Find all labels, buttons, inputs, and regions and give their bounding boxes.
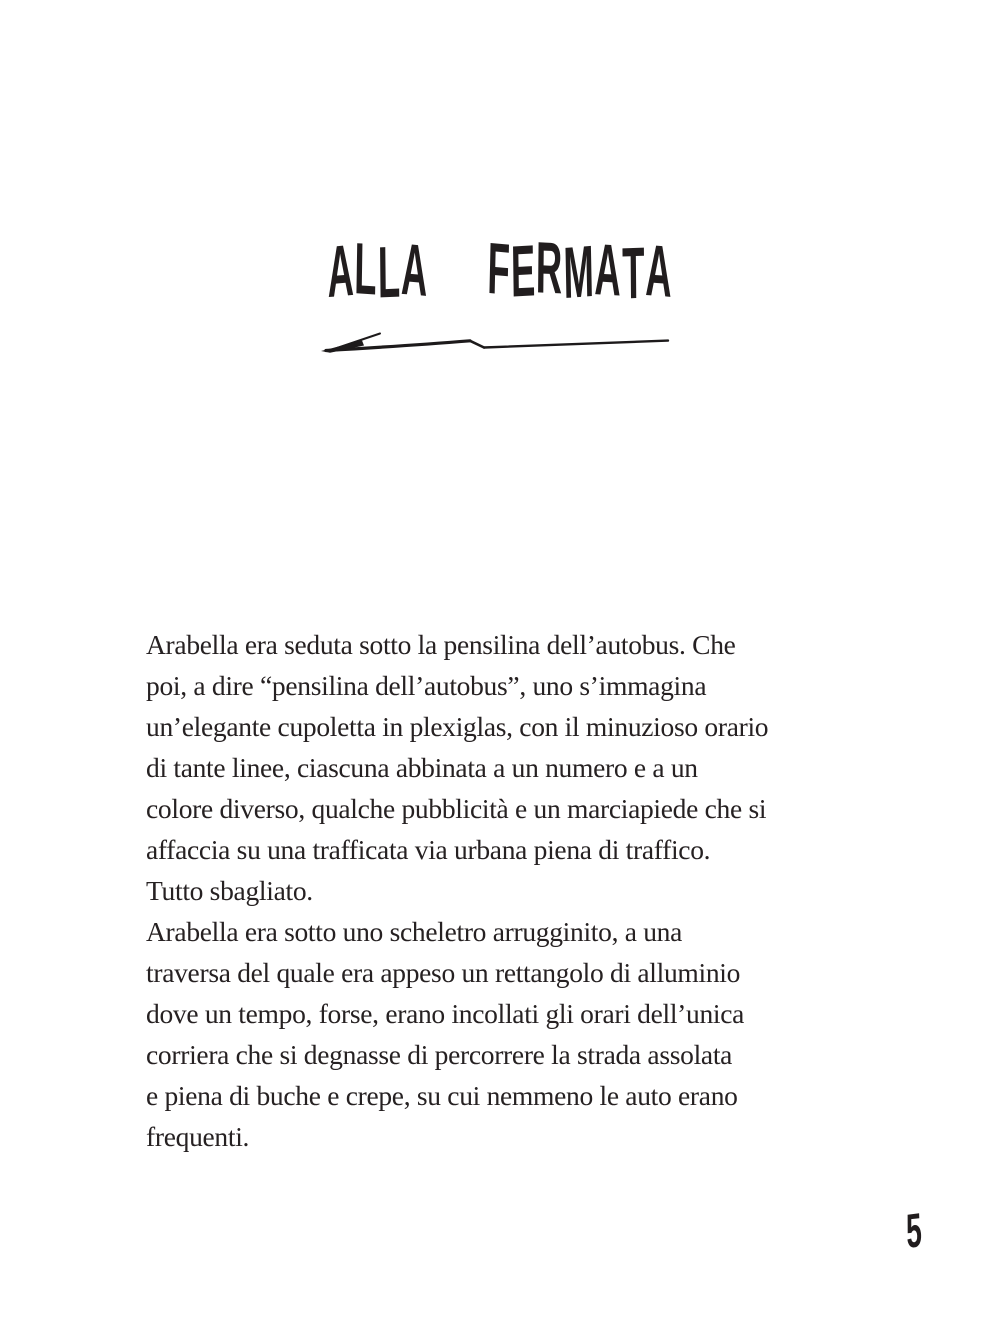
body-text-line: poi, a dire “pensilina dell’autobus”, uno s’immagina <box>146 670 707 701</box>
hand-letter: E <box>510 229 537 313</box>
hand-letter <box>428 235 487 308</box>
hand-letter: F <box>486 227 512 311</box>
body-text-line: dove un tempo, forse, erano incollati gli orari dell’unica <box>146 998 745 1029</box>
body-text-line: Arabella era sotto uno scheletro arrugginito, a una <box>146 916 683 947</box>
body-text-line: traversa del quale era appeso un rettangolo di alluminio <box>146 957 741 988</box>
chapter-title <box>240 226 760 315</box>
body-text-line: di tante linee, ciascuna abbinata a un numero e a un <box>146 752 698 783</box>
hand-letter: T <box>621 232 646 315</box>
body-text <box>146 624 906 1157</box>
hand-letter: R <box>535 226 564 310</box>
hand-letter: L <box>354 227 379 311</box>
body-text-line: Arabella era seduta sotto la pensilina dell’autobus. Che <box>146 629 736 660</box>
body-text-line: frequenti. <box>146 1121 250 1152</box>
hand-letter: A <box>326 229 356 313</box>
hand-letter: A <box>400 228 430 312</box>
body-text-line: e piena di buche e crepe, su cui nemmeno le auto erano <box>146 1080 738 1111</box>
body-text-line: un’elegante cupoletta in plexiglas, con il minuzioso orario <box>146 711 769 742</box>
hand-letter: A <box>644 229 674 313</box>
body-text-line: colore diverso, qualche pubblicità e un marciapiede che si <box>146 793 767 824</box>
hand-letter: A <box>594 228 623 312</box>
body-text-line: affaccia su una trafficata via urbana piena di traffico. <box>146 834 711 865</box>
page-number: 5 <box>905 1204 923 1259</box>
hand-letter: M <box>562 230 596 314</box>
body-text-line: corriera che si degnasse di percorrere la strada assolata <box>146 1039 733 1070</box>
title-underline-arrow-icon <box>318 327 670 357</box>
hand-letter: L <box>377 231 402 314</box>
body-text-line: Tutto sbagliato. <box>146 875 313 906</box>
